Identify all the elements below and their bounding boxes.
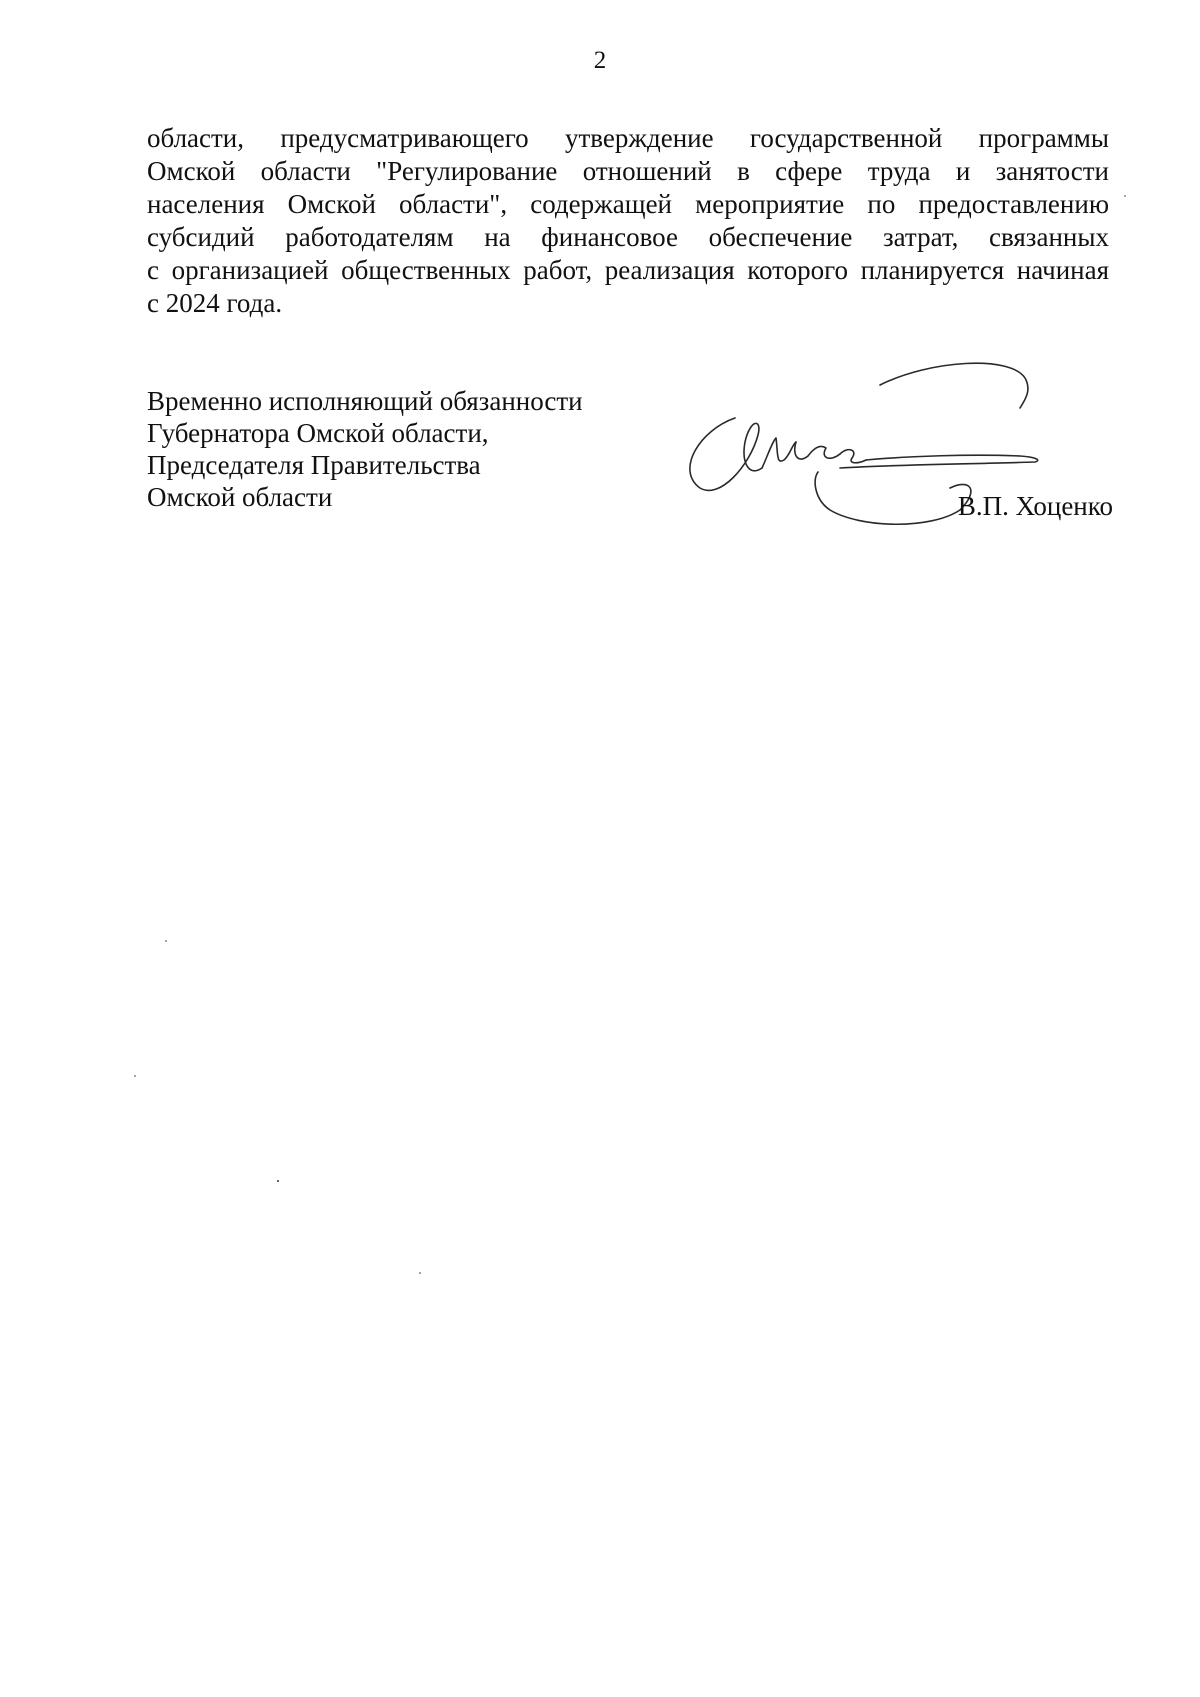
scan-speck xyxy=(165,940,167,942)
signatory-title-line: Омской области xyxy=(147,482,333,512)
body-line: субсидий работодателям на финансовое обеспечение затрат, связанных xyxy=(147,222,1109,252)
scan-speck xyxy=(134,1075,136,1077)
signatory-title xyxy=(147,385,667,513)
body-line: населения Омской области", содержащей мероприятие по предоставлению xyxy=(147,189,1109,219)
body-line: с 2024 года. xyxy=(147,288,283,318)
scan-speck xyxy=(419,1272,421,1274)
body-line: Омской области "Регулирование отношений в сфере труда и занятости xyxy=(147,156,1109,186)
scan-speck xyxy=(1124,195,1126,197)
signer-name: В.П. Хоценко xyxy=(957,491,1113,521)
body-line: с организацией общественных работ, реализация которого планируется начиная xyxy=(147,255,1109,285)
signatory-title-line: Временно исполняющий обязанности xyxy=(147,386,583,416)
handwritten-signature xyxy=(680,360,1100,570)
page-number: 2 xyxy=(593,47,607,74)
body-line: области, предусматривающего утверждение государственной программы xyxy=(147,123,1109,153)
scan-speck xyxy=(277,1180,279,1182)
body-paragraph xyxy=(147,122,1109,320)
signatory-title-line: Председателя Правительства xyxy=(147,450,481,480)
signatory-title-line: Губернатора Омской области, xyxy=(147,418,489,448)
